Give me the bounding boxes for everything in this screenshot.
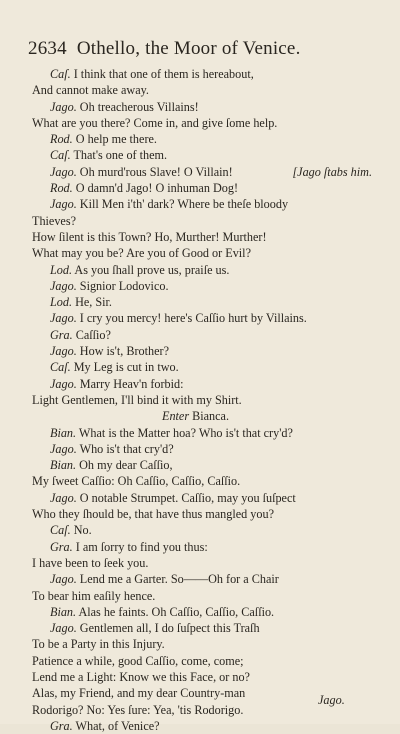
line-text: Bianca. — [192, 409, 230, 424]
line-text: Marry Heav'n forbid: — [79, 376, 184, 391]
line-text: Light Gentlemen, I'll bind it with my Shirt. — [32, 392, 242, 407]
speaker-name: Caſ. — [50, 67, 71, 81]
speaker-name: Jago. — [50, 572, 77, 587]
text-line — [32, 571, 372, 587]
line-text: Who they ſhould be, that have thus mangled you? — [32, 507, 275, 522]
line-text: I cry you mercy! here's Caſſio hurt by Villains. — [79, 311, 307, 326]
text-line — [32, 441, 372, 457]
text-line — [32, 99, 372, 115]
line-text: That's one of them. — [73, 148, 168, 163]
text-line — [32, 506, 372, 522]
line-text: Signior Lodovico. — [79, 278, 169, 293]
speaker-name: Jago. — [50, 490, 77, 505]
speaker-name: Jago. — [50, 197, 77, 212]
speaker-name: Jago. — [50, 311, 77, 326]
text-line — [32, 278, 372, 294]
speaker-name: Jago. — [50, 99, 77, 114]
text-line — [32, 359, 372, 375]
line-text: My Leg is cut in two. — [73, 360, 179, 375]
speaker-name: Jago. — [50, 621, 77, 636]
line-text: To be a Party in this Injury. — [32, 637, 165, 652]
line-text: Oh treacherous Villains! — [79, 99, 199, 114]
text-line — [32, 408, 372, 424]
text-line — [32, 66, 372, 82]
line-text: Alas he faints. Oh Caſſio, Caſſio, Caſſio. — [78, 604, 275, 619]
speaker-name: Bian. — [50, 458, 77, 473]
text-line — [32, 213, 372, 229]
line-text: Oh my dear Caſſio, — [79, 458, 173, 473]
text-line — [32, 636, 372, 652]
text-line — [32, 245, 372, 261]
text-line — [32, 588, 372, 604]
page-number: 2634 — [28, 38, 67, 59]
text-line — [32, 457, 372, 473]
text-line — [32, 539, 372, 555]
text-line — [32, 147, 372, 163]
speaker-name: Gra. — [50, 327, 73, 342]
line-text: What, of Venice? — [75, 718, 160, 733]
line-text: Alas, my Friend, and my dear Country-man — [32, 686, 246, 701]
line-text: How ſilent is this Town? Ho, Murther! Murther! — [32, 229, 267, 244]
text-line — [32, 555, 372, 571]
line-text: Caſſio? — [75, 327, 111, 342]
speaker-name: Rod. — [50, 132, 73, 147]
line-text: As you ſhall prove us, praiſe us. — [74, 262, 230, 277]
line-text: How is't, Brother? — [79, 344, 169, 359]
text-line — [32, 131, 372, 147]
speaker-name: Caſ. — [50, 148, 71, 163]
line-text: O damn'd Jago! O inhuman Dog! — [75, 181, 239, 196]
line-text: I am ſorry to find you thus: — [75, 539, 208, 554]
line-text: O notable Strumpet. Caſſio, may you ſuſpect — [79, 490, 296, 505]
line-text: He, Sir. — [75, 295, 112, 310]
speaker-name: Lod. — [50, 262, 73, 277]
page-header — [28, 38, 368, 60]
text-line — [32, 376, 372, 392]
line-text: Kill Men i'th' dark? Where be theſe bloody — [79, 197, 289, 212]
text-line — [32, 425, 372, 441]
text-line — [32, 343, 372, 359]
line-text: Patience a while, good Caſſio, come, come; — [32, 653, 244, 668]
stage-direction: [Jago ſtabs him. — [292, 164, 372, 179]
play-text — [32, 66, 372, 734]
text-line — [32, 669, 372, 685]
line-text: Oh murd'rous Slave! O Villain! — [79, 164, 233, 179]
speaker-name: Jago. — [50, 376, 77, 391]
text-line — [32, 164, 372, 180]
speaker-name: Caſ. — [50, 360, 71, 375]
text-line — [32, 522, 372, 538]
speaker-name: Lod. — [50, 295, 73, 310]
speaker-name: Gra. — [50, 539, 73, 554]
text-line — [32, 604, 372, 620]
text-line — [32, 262, 372, 278]
text-line — [32, 294, 372, 310]
speaker-name: Bian. — [50, 425, 77, 440]
text-line — [32, 620, 372, 636]
text-line — [32, 196, 372, 212]
text-line — [32, 392, 372, 408]
line-text: Lend me a Light: Know we this Face, or no? — [32, 669, 250, 684]
line-text: What is the Matter hoa? Who is't that cry'd? — [78, 425, 293, 440]
line-text: Rodorigo? No: Yes ſure: Yea, 'tis Rodorigo. — [32, 702, 244, 717]
speaker-name: Jago. — [50, 441, 77, 456]
text-line — [32, 180, 372, 196]
text-line — [32, 718, 372, 734]
text-line — [32, 473, 372, 489]
line-text: What may you be? Are you of Good or Evil? — [32, 246, 251, 261]
speaker-name: Jago. — [50, 278, 77, 293]
speaker-name: Jago. — [50, 164, 77, 179]
text-line — [32, 327, 372, 343]
speaker-name: Jago. — [50, 344, 77, 359]
line-text: My ſweet Caſſio: Oh Caſſio, Caſſio, Caſſio. — [32, 474, 241, 489]
line-text: And cannot make away. — [32, 83, 149, 98]
line-text: I think that one of them is hereabout, — [73, 67, 254, 81]
speaker-name: Rod. — [50, 181, 73, 196]
text-line — [32, 82, 372, 98]
line-text: Gentlemen all, I do ſuſpect this Traſh — [79, 621, 260, 636]
speaker-name: Gra. — [50, 718, 73, 733]
speaker-name: Enter — [162, 409, 190, 424]
text-line — [32, 310, 372, 326]
line-text: Thieves? — [32, 213, 76, 228]
text-line — [32, 115, 372, 131]
line-text: O help me there. — [75, 132, 157, 147]
running-title: Othello, the Moor of Venice. — [76, 38, 301, 59]
speaker-name: Bian. — [50, 604, 77, 619]
line-text: Lend me a Garter. So——Oh for a Chair — [79, 572, 279, 587]
catchword: Jago. — [318, 693, 345, 707]
line-text: Who is't that cry'd? — [79, 441, 174, 456]
line-text: To bear him eaſily hence. — [32, 588, 156, 603]
text-line — [32, 229, 372, 245]
text-line — [32, 490, 372, 506]
line-text: No. — [73, 523, 92, 538]
line-text: What are you there? Come in, and give ſome help. — [32, 115, 278, 130]
line-text: I have been to ſeek you. — [32, 555, 149, 570]
text-line — [32, 653, 372, 669]
speaker-name: Caſ. — [50, 523, 71, 538]
